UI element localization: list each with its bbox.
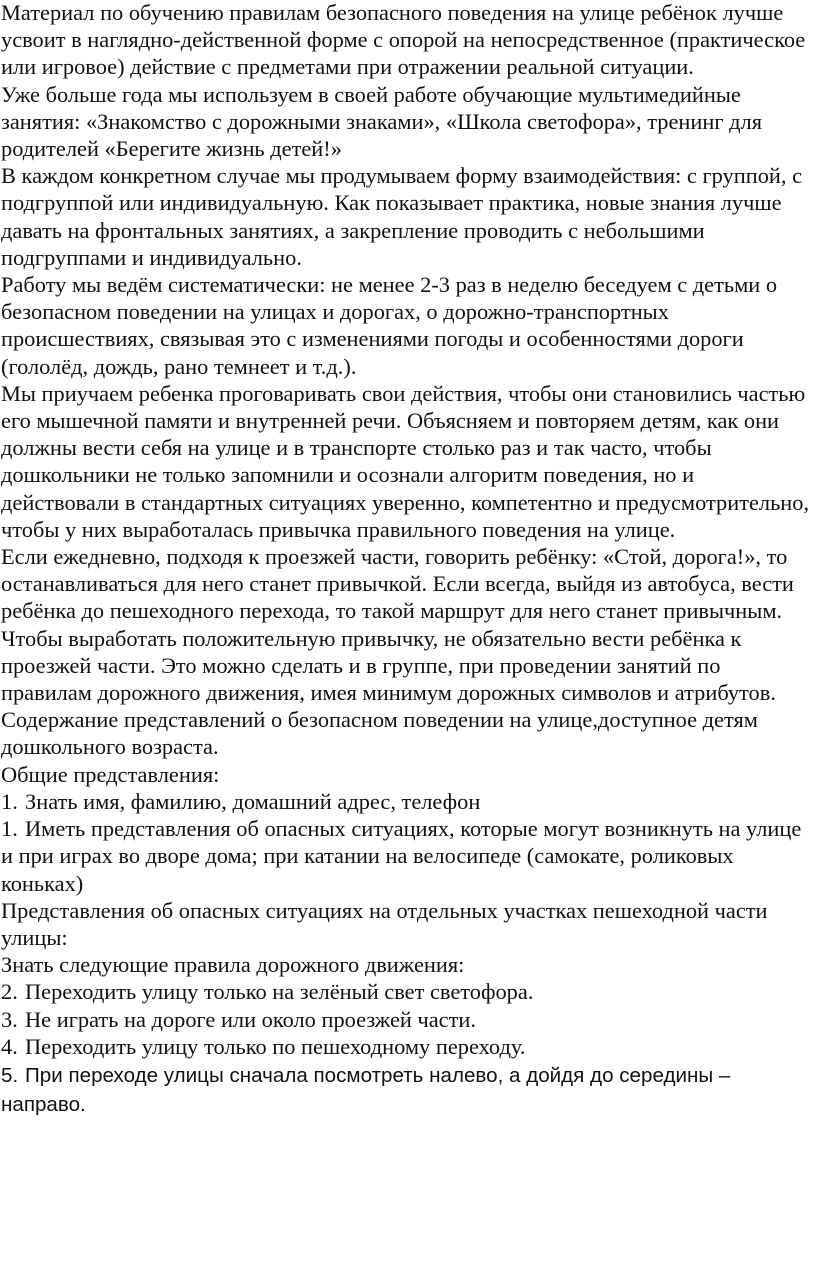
list-item xyxy=(1,815,816,897)
paragraph-intro: Материал по обучению правилам безопасного поведения на улице ребёнок лучше усвоит в наглядно-действенной форме с опорой на непосредственное (практическое или игровое) действие с предметами при отражении реальной ситуации. xyxy=(1,0,806,80)
list-item xyxy=(1,788,816,815)
list-item xyxy=(1,1033,816,1060)
list-item xyxy=(1,978,816,1005)
list-number: 4. xyxy=(1,1033,18,1059)
paragraph-content-heading: Содержание представлений о безопасном поведении на улице,доступное детям дошкольного возраста. xyxy=(1,707,758,760)
list-number: 1. xyxy=(1,816,18,842)
paragraph-systematic-work: Работу мы ведём систематически: не менее 2-3 раз в неделю беседуем с детьми о безопасном поведении на улицах и дорогах, о дорожно-транспортных происшествиях, связывая это с изменениями погоды и особенностями дороги (гололёд, дождь, рано темнеет и т.д.). xyxy=(1,272,778,379)
paragraph-general-ideas: Общие представления: xyxy=(1,761,220,787)
list-text: Иметь представления об опасных ситуациях, которые могут возникнуть на улице и при играх во дворе дома; при катании на велосипеде (самокате, роликовых коньках) xyxy=(1,816,802,896)
paragraph-daily-routine: Если ежедневно, подходя к проезжей части, говорить ребёнку: «Стой, дорога!», то останавливаться для него станет привычкой. Если всегда, выйдя из автобуса, вести ребёнка до пешеходного перехода, то такой маршрут для него станет привычным. xyxy=(1,544,794,624)
list-number: 3. xyxy=(1,1006,18,1032)
list-text: Переходить улицу только на зелёный свет светофора. xyxy=(25,979,534,1005)
list-text: Знать имя, фамилию, домашний адрес, телефон xyxy=(25,788,481,814)
list-item-crossing-rule xyxy=(1,1061,816,1119)
list-number: 5. xyxy=(1,1063,19,1087)
paragraph-interaction-forms: В каждом конкретном случае мы продумываем форму взаимодействия: с группой, с подгруппой или индивидуальную. Как показывает практика, новые знания лучше давать на фронтальных занятиях, а закрепление проводить с небольшими подгруппами и индивидуально. xyxy=(1,163,803,270)
list-item xyxy=(1,1006,816,1033)
paragraph-dangerous-situations: Представления об опасных ситуациях на отдельных участках пешеходной части улицы: xyxy=(1,897,768,950)
list-number: 1. xyxy=(1,788,18,814)
paragraph-multimedia: Уже больше года мы используем в своей работе обучающие мультимедийные занятия: «Знакомство с дорожными знаками», «Школа светофора», тренинг для родителей «Берегите жизнь детей!» xyxy=(1,81,763,162)
paragraph-rules-intro: Знать следующие правила дорожного движения: xyxy=(1,952,465,978)
list-number: 2. xyxy=(1,979,18,1005)
list-text: Не играть на дороге или около проезжей части. xyxy=(25,1006,476,1032)
paragraph-group-practice: Чтобы выработать положительную привычку, не обязательно вести ребёнка к проезжей части. Это можно сделать и в группе, при проведении занятий по правилам дорожного движения, имея минимум дорожных символов и атрибутов. xyxy=(1,625,776,706)
list-text: При переходе улицы сначала посмотреть налево, а дойдя до середины – направо. xyxy=(1,1063,731,1116)
list-text: Переходить улицу только по пешеходному переходу. xyxy=(25,1033,526,1059)
paragraph-habits: Мы приучаем ребенка проговаривать свои действия, чтобы они становились частью его мышечной памяти и внутренней речи. Объясняем и повторяем детям, как они должны вести себя на улице и в транспорте столько раз и так часто, чтобы дошкольники не только запомнили и осознали алгоритм поведения, но и действовали в стандартных ситуациях уверенно, компетентно и предусмотрительно, чтобы у них выработалась привычка правильного поведения на улице. xyxy=(1,380,810,542)
